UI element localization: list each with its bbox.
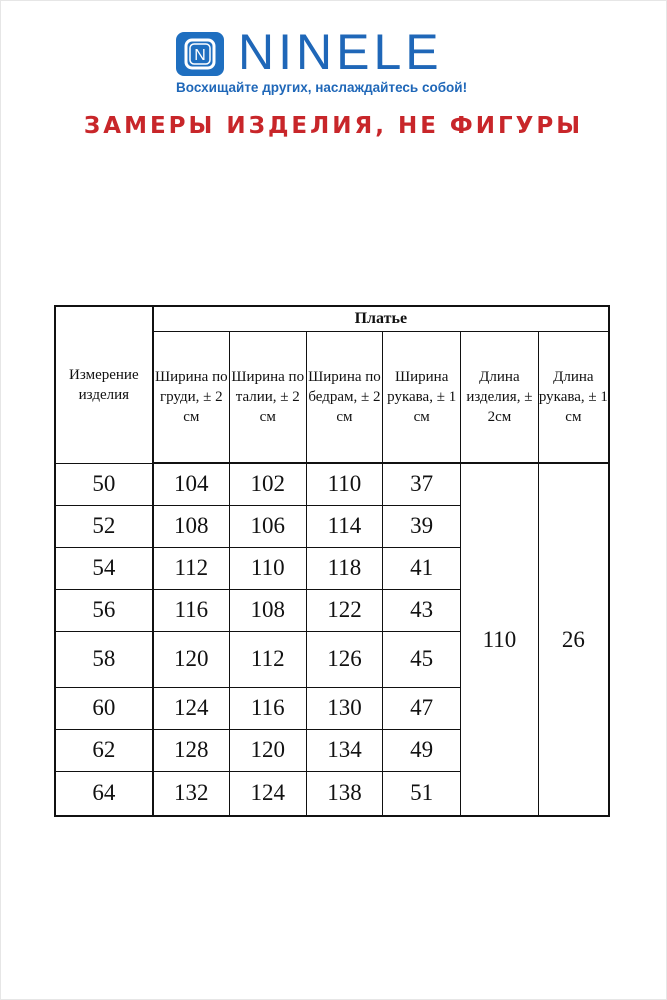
page-title: ЗАМЕРЫ ИЗДЕЛИЯ, НЕ ФИГУРЫ (83, 113, 584, 139)
logo-letter: N (194, 47, 206, 64)
size-cell: 62 (55, 729, 153, 771)
brand-name: NINELE (238, 24, 443, 80)
hips-cell: 126 (306, 631, 383, 687)
header-sleeve-length: Длина рукава, ± 1 см (538, 332, 609, 464)
header-sleeve-width: Ширина рукава, ± 1 см (383, 332, 461, 464)
sleeve-width-cell: 51 (383, 771, 461, 816)
sleeve-width-cell: 41 (383, 547, 461, 589)
chest-cell: 104 (153, 463, 230, 505)
size-cell: 60 (55, 687, 153, 729)
chest-cell: 124 (153, 687, 230, 729)
hips-cell: 122 (306, 589, 383, 631)
chest-cell: 108 (153, 505, 230, 547)
length-cell: 110 (461, 463, 539, 816)
sleeve-length-cell: 26 (538, 463, 609, 816)
header-group-dress: Платье (153, 306, 609, 332)
waist-cell: 124 (229, 771, 306, 816)
waist-cell: 110 (229, 547, 306, 589)
size-cell: 50 (55, 463, 153, 505)
hips-cell: 134 (306, 729, 383, 771)
size-table (54, 305, 610, 817)
waist-cell: 120 (229, 729, 306, 771)
size-cell: 64 (55, 771, 153, 816)
chest-cell: 128 (153, 729, 230, 771)
hips-cell: 114 (306, 505, 383, 547)
waist-cell: 106 (229, 505, 306, 547)
chest-cell: 132 (153, 771, 230, 816)
logo-n-icon (180, 35, 220, 73)
sleeve-width-cell: 37 (383, 463, 461, 505)
size-cell: 52 (55, 505, 153, 547)
header-waist: Ширина по талии, ± 2 см (229, 332, 306, 464)
table-row (55, 463, 609, 505)
sleeve-width-cell: 45 (383, 631, 461, 687)
size-cell: 58 (55, 631, 153, 687)
brand-logo (176, 24, 506, 100)
hips-cell: 138 (306, 771, 383, 816)
hips-cell: 110 (306, 463, 383, 505)
sleeve-width-cell: 49 (383, 729, 461, 771)
hips-cell: 118 (306, 547, 383, 589)
chest-cell: 112 (153, 547, 230, 589)
sleeve-width-cell: 47 (383, 687, 461, 729)
logo-badge-icon (176, 32, 224, 76)
waist-cell: 108 (229, 589, 306, 631)
header-length: Длина изделия, ± 2см (461, 332, 539, 464)
waist-cell: 112 (229, 631, 306, 687)
hips-cell: 130 (306, 687, 383, 729)
waist-cell: 116 (229, 687, 306, 729)
size-cell: 56 (55, 589, 153, 631)
sleeve-width-cell: 39 (383, 505, 461, 547)
header-chest: Ширина по груди, ± 2 см (153, 332, 230, 464)
header-hips: Ширина по бедрам, ± 2 см (306, 332, 383, 464)
sleeve-width-cell: 43 (383, 589, 461, 631)
chest-cell: 116 (153, 589, 230, 631)
waist-cell: 102 (229, 463, 306, 505)
chest-cell: 120 (153, 631, 230, 687)
size-cell: 54 (55, 547, 153, 589)
brand-tagline: Восхищайте других, наслаждайтесь собой! (176, 80, 468, 95)
header-measurement: Измерение изделия (55, 306, 153, 463)
